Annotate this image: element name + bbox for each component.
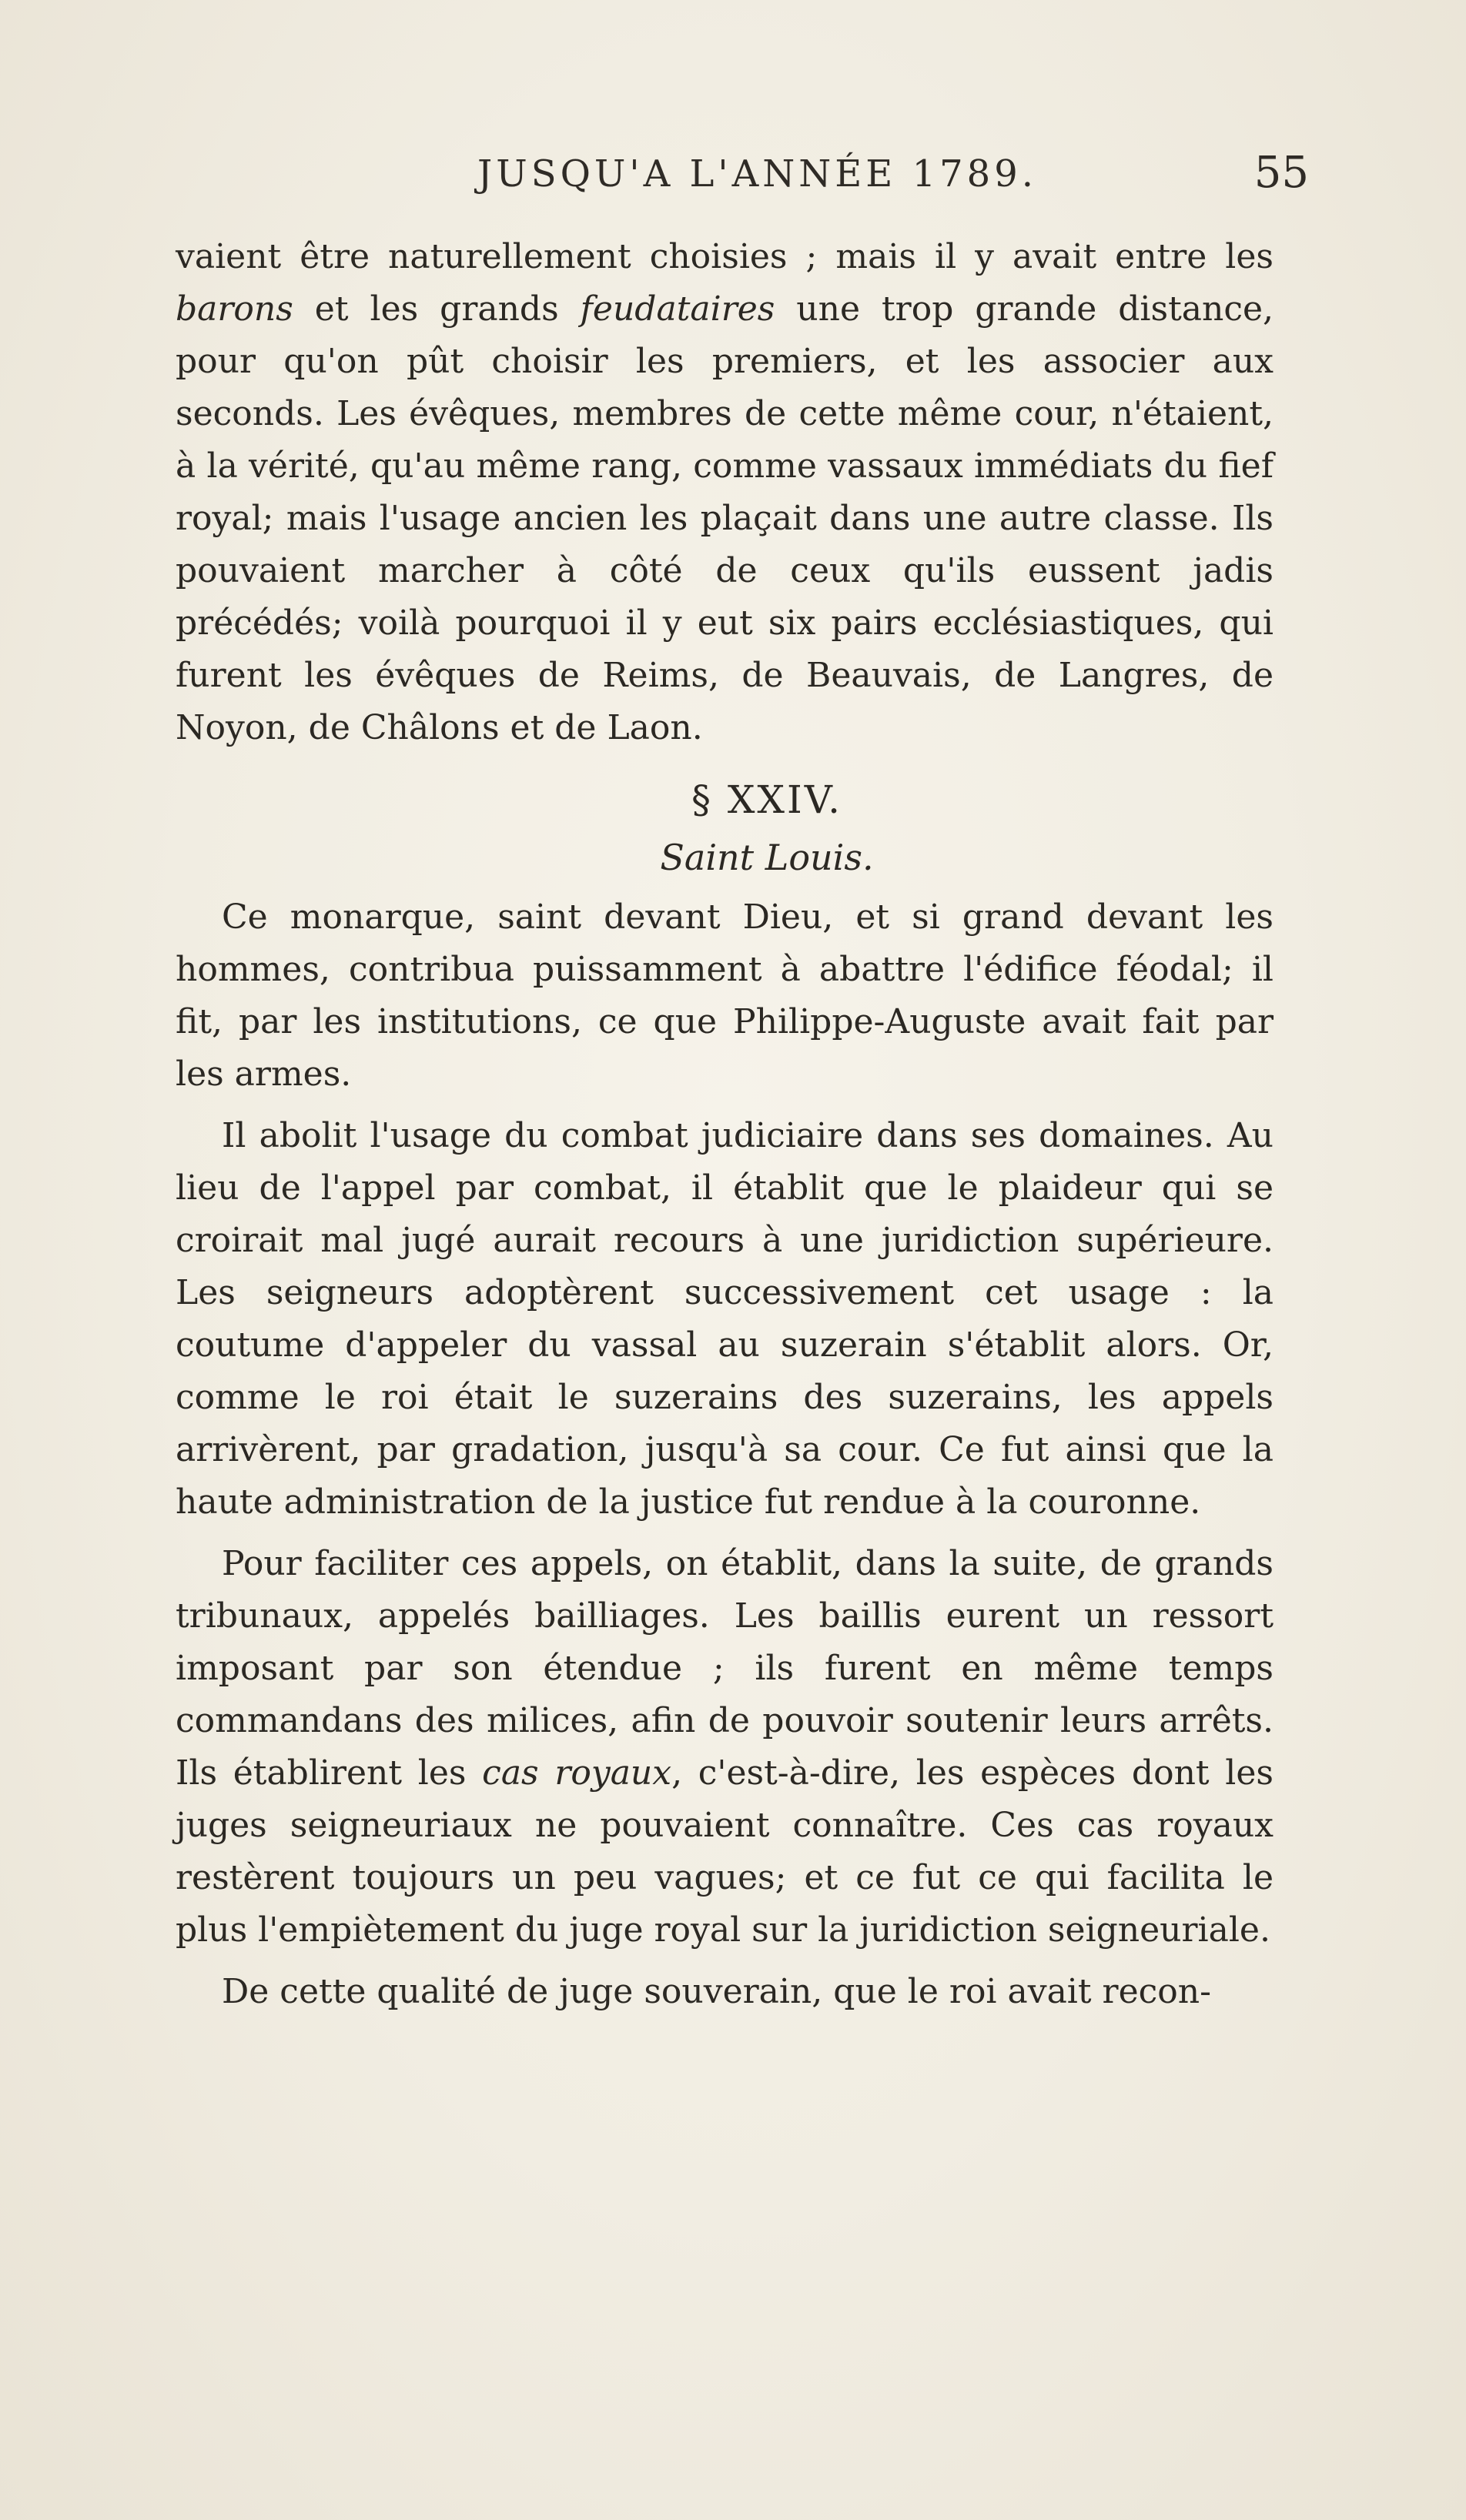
p1-text-a: vaient être naturellement choisies ; mais il y avait entre les	[176, 237, 1274, 276]
page-number: 55	[1253, 148, 1309, 198]
p4-text-c: , c'est-à-dire, les espèces dont les juges seigneuriaux ne pouvaient connaître. Ces cas royaux restèrent toujours un peu vagues; et ce fut ce qui facilita le plus l'empiètement du juge royal sur la juridiction seigneuriale.	[176, 1753, 1274, 1950]
p4-text-a: Pour faciliter ces appels, on établit, dans la suite, de grands tribunaux, appelés bailliages. Les baillis eurent un ressort imposant par son étendue ; ils furent en même temps commandans des milices, afin de pouvoir soutenir leurs arrêts. Ils établirent les	[176, 1544, 1274, 1793]
paragraph-combat-judiciaire: Il abolit l'usage du combat judiciaire dans ses domaines. Au lieu de l'appel par combat, il établit que le plaideur qui se croirait mal jugé aurait recours à une juridiction supérieure. Les seigneurs adoptèrent successivement cet usage : la coutume d'appeler du vassal au suzerain s'établit alors. Or, comme le roi était le suzerains des suzerains, les appels arrivèrent, par gradation, jusqu'à sa cour. Ce fut ainsi que la haute administration de la justice fut rendue à la couronne.	[176, 1116, 1274, 1522]
p1-text-e: une trop grande distance, pour qu'on pût choisir les premiers, et les associer aux seconds. Les évêques, membres de cette même cour, n'étaient, à la vérité, qu'au même rang, comme vassaux immédiats du fief royal; mais l'usage ancien les plaçait dans une autre classe. Ils pouvaient marcher à côté de ceux qu'ils eussent jadis précédés; voilà pourquoi il y eut six pairs ecclésiastiques, qui furent les évêques de Reims, de Beauvais, de Langres, de Noyon, de Châlons et de Laon.	[176, 289, 1274, 747]
paragraph-continuation	[176, 231, 1274, 754]
p4-italic-cas-royaux: cas royaux	[482, 1753, 672, 1793]
paragraph-saint-louis: Ce monarque, saint devant Dieu, et si grand devant les hommes, contribua puissamment à abattre l'édifice féodal; il fit, par les institutions, ce que Philippe-Auguste avait fait par les armes.	[176, 897, 1274, 1094]
p1-text-c: et les grands	[293, 289, 581, 329]
paragraph-juge-souverain: De cette qualité de juge souverain, que le roi avait recon-	[222, 1972, 1211, 2011]
p1-italic-barons: barons	[176, 289, 293, 329]
running-title: JUSQU'A L'ANNÉE 1789.	[477, 152, 1037, 196]
paragraph-bailliages	[176, 1538, 1274, 1957]
section-title: Saint Louis.	[660, 837, 874, 878]
running-head	[0, 148, 1466, 214]
text-block	[176, 231, 1274, 2018]
section-heading: § XXIV.	[691, 777, 843, 822]
p1-italic-feudataires: feudataires	[580, 289, 775, 329]
